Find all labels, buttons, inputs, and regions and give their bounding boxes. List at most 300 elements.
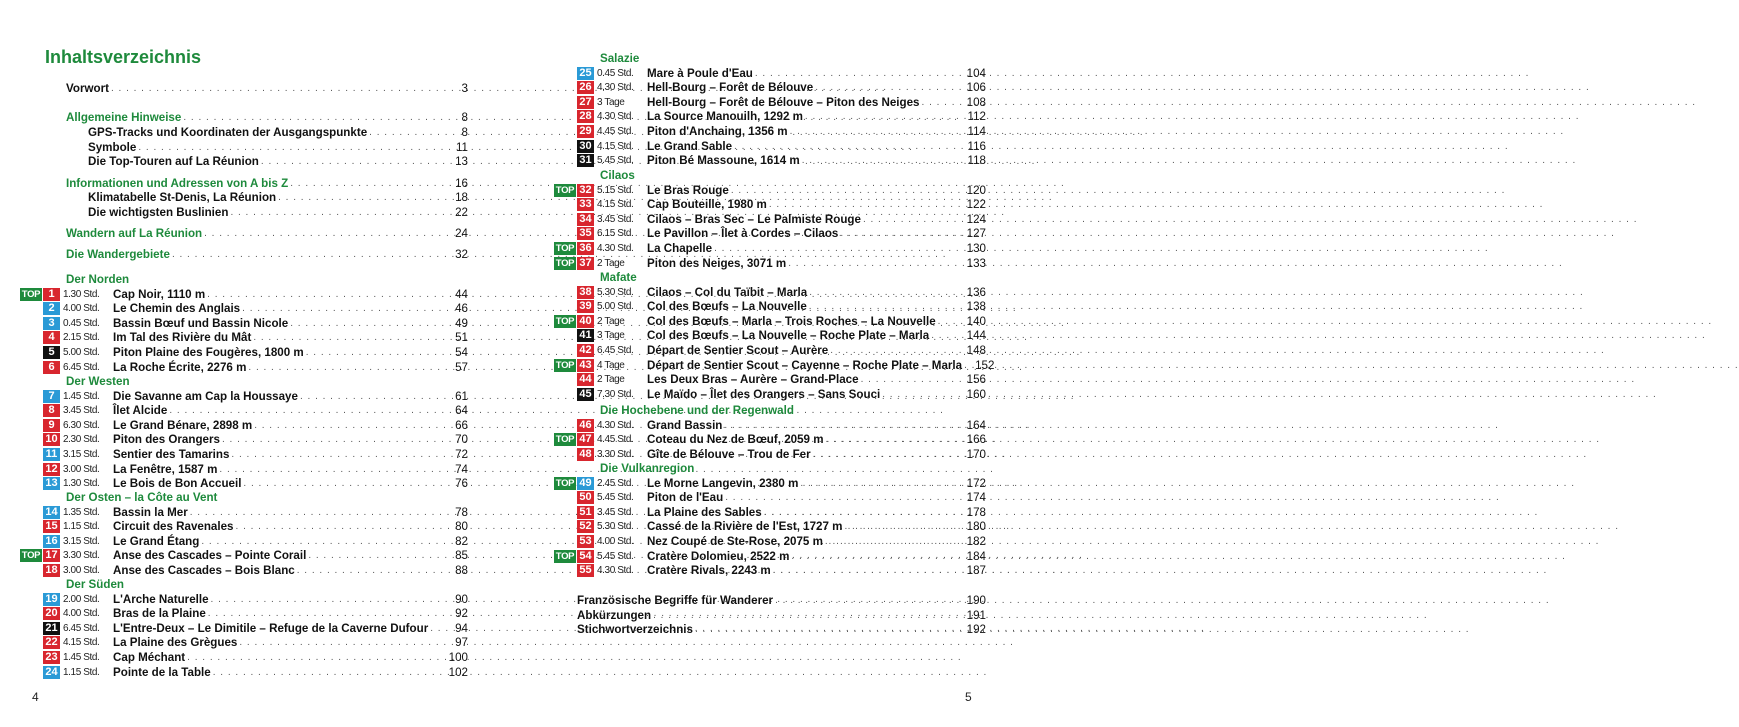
- tour-entry[interactable]: [554, 109, 986, 124]
- tour-number: 42: [577, 344, 594, 357]
- tour-duration: 5.45 Std.: [597, 155, 634, 167]
- leader-dots: [253, 330, 452, 345]
- tour-name: Anse des Cascades – Bois Blanc: [113, 564, 295, 577]
- toc-entry[interactable]: [66, 81, 468, 96]
- tour-page: 54: [455, 346, 468, 359]
- tour-name: La Source Manouilh, 1292 m: [647, 110, 803, 124]
- tour-entry[interactable]: [20, 621, 468, 636]
- tour-name: Bras de la Plaine: [113, 607, 206, 621]
- region-heading: Cilaos: [600, 169, 635, 182]
- tour-number: 31: [577, 154, 594, 167]
- tour-duration: 4.00 Std.: [597, 536, 634, 547]
- tour-entry[interactable]: [20, 287, 468, 302]
- leader-dots: [172, 247, 452, 262]
- tour-number: 13: [43, 477, 60, 490]
- tour-duration: 4.45 Std.: [597, 126, 634, 137]
- tour-name: Grand Bassin: [647, 418, 723, 432]
- top-tour-badge: TOP: [555, 359, 575, 371]
- tour-duration: 2 Tage: [597, 315, 625, 327]
- tour-name: L'Entre-Deux – Le Dimitile – Refuge de la Caverne Dufour: [113, 621, 429, 635]
- tour-entry[interactable]: [554, 328, 986, 343]
- tour-entry[interactable]: [554, 226, 986, 241]
- leader-dots: [695, 622, 964, 637]
- tour-duration: 2.45 Std.: [597, 477, 634, 489]
- tour-page: 184: [966, 549, 986, 563]
- tour-duration: 4.30 Std.: [597, 111, 634, 123]
- tour-duration: 1.30 Std.: [63, 288, 100, 300]
- tour-entry[interactable]: [554, 343, 986, 358]
- tour-number: 17: [43, 549, 60, 562]
- tour-entry[interactable]: [20, 519, 468, 534]
- leader-dots: [254, 418, 452, 433]
- tour-name: Hell-Bourg – Forêt de Bélouve: [647, 81, 814, 95]
- tour-name: Le Bois de Bon Accueil: [113, 477, 242, 491]
- tour-duration: 2 Tage: [597, 257, 625, 269]
- tour-entry[interactable]: [20, 389, 468, 404]
- tour-entry[interactable]: [20, 316, 468, 331]
- leader-dots: [369, 125, 458, 140]
- tour-name: L'Arche Naturelle: [113, 592, 209, 606]
- tour-name: Bassin Bœuf und Bassin Nicole: [113, 316, 289, 330]
- entry-title: Allgemeine Hinweise: [66, 111, 182, 124]
- tour-duration: 3.45 Std.: [63, 405, 100, 417]
- tour-entry[interactable]: [554, 418, 986, 433]
- tour-page: 160: [966, 387, 986, 401]
- tour-number: 50: [577, 491, 594, 504]
- toc-entry[interactable]: [66, 190, 468, 205]
- region-heading: Der Osten – la Côte au Vent: [66, 491, 218, 504]
- tour-page: 44: [455, 287, 468, 301]
- tour-name: Cap Bouteille, 1980 m: [647, 198, 767, 212]
- tour-name: Le Grand Sable: [647, 139, 733, 153]
- tour-name: Piton des Orangers: [113, 433, 220, 447]
- leader-dots: [861, 372, 964, 387]
- tour-entry[interactable]: [554, 387, 986, 402]
- tour-entry[interactable]: [554, 534, 986, 549]
- leader-dots: [731, 183, 964, 198]
- tour-duration: 4 Tage: [597, 359, 625, 371]
- tour-page: 114: [967, 125, 986, 138]
- tour-page: 90: [455, 592, 468, 606]
- entry-title: Klimatabelle St-Denis, La Réunion: [88, 191, 277, 204]
- tour-number: 52: [577, 520, 594, 533]
- leader-dots: [430, 621, 452, 636]
- page-number-left: 4: [32, 690, 39, 704]
- tour-duration: 6.45 Std.: [63, 361, 100, 373]
- tour-entry[interactable]: [20, 360, 468, 375]
- tour-entry[interactable]: [554, 256, 986, 271]
- tour-page: 172: [966, 476, 986, 490]
- toc-entry[interactable]: [66, 205, 468, 220]
- tour-duration: 1.15 Std.: [63, 521, 100, 533]
- tour-entry[interactable]: [20, 635, 468, 650]
- tour-name: Gîte de Bélouve – Trou de Fer: [647, 447, 811, 461]
- tour-entry[interactable]: [554, 432, 986, 447]
- entry-page: 32: [455, 248, 468, 261]
- tour-duration: 7.30 Std.: [597, 388, 634, 400]
- tour-duration: 3.15 Std.: [63, 449, 100, 460]
- leader-dots: [863, 212, 964, 227]
- tour-name: Coteau du Nez de Bœuf, 2059 m: [647, 433, 824, 447]
- tour-page: 46: [455, 302, 468, 316]
- tour-number: 7: [43, 390, 60, 403]
- tour-name: La Chapelle: [647, 242, 713, 255]
- top-tour-badge: TOP: [21, 288, 41, 300]
- tour-duration: 5.45 Std.: [597, 550, 634, 562]
- tour-name: Cassé de la Rivière de l'Est, 1727 m: [647, 520, 843, 534]
- tour-page: 97: [455, 636, 468, 650]
- top-tour-badge: TOP: [21, 550, 41, 562]
- region-heading: Mafate: [600, 271, 637, 284]
- tour-number: 45: [577, 388, 594, 401]
- toc-entry[interactable]: [577, 608, 986, 623]
- tour-entry[interactable]: [20, 650, 468, 665]
- tour-duration: 4.00 Std.: [63, 608, 100, 620]
- tour-entry[interactable]: [554, 153, 986, 168]
- tour-page: 166: [966, 433, 986, 447]
- tour-name: Piton Bé Massoune, 1614 m: [647, 154, 800, 168]
- tour-entry[interactable]: [554, 563, 986, 578]
- entry-page: 22: [455, 206, 468, 219]
- region-heading: Der Süden: [66, 578, 124, 591]
- toc-entry[interactable]: [66, 154, 468, 169]
- tour-name: La Fenêtre, 1587 m: [113, 462, 218, 476]
- tour-name: Le Chemin des Anglais: [113, 302, 241, 316]
- leader-dots: [183, 110, 458, 125]
- tour-page: 85: [455, 549, 468, 563]
- tour-number: 48: [577, 448, 594, 461]
- tour-number: 23: [43, 651, 60, 664]
- tour-page: 138: [966, 300, 986, 314]
- tour-entry[interactable]: [554, 476, 986, 491]
- tour-number: 53: [577, 535, 594, 548]
- tour-entry[interactable]: [554, 299, 986, 314]
- region-heading: Der Westen: [66, 375, 130, 388]
- tour-name: Cratère Dolomieu, 2522 m: [647, 549, 790, 563]
- tour-number: 11: [43, 448, 60, 461]
- tour-duration: 1.15 Std.: [63, 666, 100, 678]
- tour-duration: 0.45 Std.: [63, 317, 100, 329]
- tour-duration: 4.00 Std.: [63, 303, 100, 315]
- leader-dots: [809, 299, 964, 314]
- tour-number: 51: [577, 506, 594, 519]
- tour-name: Le Grand Bénare, 2898 m: [113, 418, 253, 432]
- tour-entry[interactable]: [554, 519, 986, 534]
- leader-dots: [231, 447, 452, 462]
- tour-number: 26: [577, 81, 594, 94]
- toc-entry[interactable]: [577, 622, 986, 637]
- tour-name: Le Maïdo – Îlet des Orangers – Sans Souci: [647, 387, 881, 401]
- tour-number: 32: [577, 184, 594, 197]
- tour-entry[interactable]: [20, 462, 468, 477]
- leader-dots: [800, 476, 963, 491]
- leader-dots: [830, 343, 963, 358]
- tour-duration: 4.30 Std.: [597, 565, 634, 577]
- entry-title: Die Wandergebiete: [66, 248, 170, 261]
- top-tour-badge: TOP: [555, 434, 575, 446]
- tour-entry[interactable]: [554, 66, 986, 81]
- leader-dots: [222, 432, 452, 447]
- tour-number: 34: [577, 213, 594, 226]
- entry-page: 192: [966, 623, 986, 636]
- tour-duration: 5.00 Std.: [63, 347, 100, 358]
- leader-dots: [190, 505, 452, 520]
- tour-entry[interactable]: [20, 548, 468, 563]
- tour-duration: 3.00 Std.: [63, 463, 100, 475]
- leader-dots: [714, 241, 964, 256]
- tour-page: 116: [967, 139, 986, 153]
- leader-dots: [725, 490, 963, 505]
- tour-number: 40: [577, 315, 594, 328]
- leader-dots: [111, 81, 459, 96]
- tour-page: 118: [967, 154, 986, 168]
- tour-duration: 4.30 Std.: [597, 82, 634, 94]
- tour-page: 94: [455, 621, 468, 635]
- entry-title: Symbole: [88, 141, 137, 154]
- tour-name: Cap Méchant: [113, 651, 186, 664]
- leader-dots: [764, 505, 964, 520]
- region-heading: Die Vulkanregion: [600, 462, 695, 475]
- entry-page: 18: [455, 191, 468, 204]
- tour-duration: 1.30 Std.: [63, 478, 100, 490]
- leader-dots: [964, 358, 972, 373]
- tour-name: Col des Bœufs – Marla – Trois Roches – La Nouvelle: [647, 314, 936, 328]
- tour-name: Pointe de la Table: [113, 665, 211, 679]
- leader-dots: [243, 476, 452, 491]
- tour-entry[interactable]: [20, 476, 468, 491]
- top-tour-badge: TOP: [555, 477, 575, 489]
- region-heading: Salazie: [600, 52, 640, 65]
- tour-entry[interactable]: [554, 490, 986, 505]
- entry-title: GPS-Tracks und Koordinaten der Ausgangspunkte: [88, 126, 368, 139]
- tour-page: 187: [966, 564, 986, 578]
- tour-page: 127: [966, 227, 986, 241]
- tour-entry[interactable]: [554, 139, 986, 154]
- tour-entry[interactable]: [20, 592, 468, 607]
- tour-duration: 1.45 Std.: [63, 390, 100, 402]
- entry-title: Abkürzungen: [577, 609, 652, 622]
- tour-name: Départ de Sentier Scout – Aurère: [647, 344, 829, 357]
- tour-name: Cilaos – Bras Sec – Le Palmiste Rouge: [647, 212, 861, 226]
- tour-number: 49: [577, 477, 594, 490]
- tour-page: 102: [448, 665, 468, 679]
- tour-page: 88: [455, 564, 468, 577]
- tour-entry[interactable]: [20, 345, 468, 360]
- leader-dots: [211, 592, 453, 607]
- tour-name: Le Morne Langevin, 2380 m: [647, 476, 799, 490]
- tour-page: 64: [455, 404, 468, 418]
- tour-number: 18: [43, 564, 60, 577]
- tour-duration: 4.15 Std.: [63, 637, 100, 649]
- tour-duration: 5.30 Std.: [597, 286, 634, 298]
- entry-page: 24: [455, 227, 468, 240]
- tour-entry[interactable]: [20, 418, 468, 433]
- leader-dots: [724, 418, 963, 433]
- tour-entry[interactable]: [20, 403, 468, 418]
- tour-duration: 2.30 Std.: [63, 434, 100, 446]
- tour-entry[interactable]: [554, 505, 986, 520]
- tour-name: Piton des Neiges, 3071 m: [647, 256, 787, 270]
- tour-name: Anse des Cascades – Pointe Corail: [113, 549, 307, 563]
- tour-number: 27: [577, 96, 594, 109]
- tour-entry[interactable]: [554, 549, 986, 564]
- tour-entry[interactable]: [554, 285, 986, 300]
- tour-name: La Roche Écrite, 2276 m: [113, 360, 247, 374]
- tour-page: 51: [455, 331, 468, 345]
- tour-number: 25: [577, 67, 594, 80]
- tour-duration: 5.00 Std.: [597, 301, 634, 313]
- tour-entry[interactable]: [20, 301, 468, 316]
- tour-entry[interactable]: [554, 358, 995, 373]
- tour-duration: 3.15 Std.: [63, 535, 100, 547]
- tour-page: 106: [966, 81, 986, 95]
- tour-number: 37: [577, 257, 594, 270]
- tour-entry[interactable]: [20, 330, 468, 345]
- tour-page: 49: [455, 316, 468, 330]
- entry-title: Die Top-Touren auf La Réunion: [88, 155, 259, 168]
- leader-dots: [169, 403, 452, 418]
- entry-page: 11: [455, 141, 468, 154]
- tour-page: 61: [455, 389, 468, 403]
- leader-dots: [187, 650, 446, 665]
- entry-title: Stichwortverzeichnis: [577, 623, 693, 636]
- tour-entry[interactable]: [554, 447, 986, 462]
- tour-entry[interactable]: [554, 197, 986, 212]
- tour-page: 182: [966, 535, 986, 548]
- tour-entry[interactable]: [20, 505, 468, 520]
- entry-page: 16: [455, 177, 468, 190]
- tour-number: 10: [43, 433, 60, 446]
- tour-name: Col des Bœufs – La Nouvelle – Roche Plate – Marla: [647, 329, 930, 343]
- leader-dots: [290, 176, 452, 191]
- tour-name: Les Deux Bras – Aurère – Grand-Place: [647, 373, 859, 387]
- tour-name: Im Tal des Rivière du Mât: [113, 331, 252, 345]
- leader-dots: [239, 635, 452, 650]
- tour-page: 170: [966, 447, 986, 461]
- tour-entry[interactable]: [554, 372, 986, 387]
- leader-dots: [261, 154, 452, 169]
- tour-page: 104: [966, 66, 986, 80]
- tour-entry[interactable]: [554, 212, 986, 227]
- leader-dots: [882, 387, 963, 402]
- top-tour-badge: TOP: [555, 184, 575, 196]
- leader-dots: [769, 197, 964, 212]
- tour-number: 8: [43, 404, 60, 417]
- tour-number: 22: [43, 636, 60, 649]
- tour-number: 36: [577, 242, 594, 255]
- toc-entry[interactable]: [577, 593, 986, 608]
- entry-title: Informationen und Adressen von A bis Z: [66, 177, 289, 190]
- tour-entry[interactable]: [554, 80, 986, 95]
- toc-entry[interactable]: [66, 176, 468, 191]
- tour-duration: 4.15 Std.: [597, 140, 634, 152]
- tour-number: 43: [577, 359, 594, 372]
- top-tour-badge: TOP: [555, 550, 575, 562]
- tour-page: 140: [966, 314, 986, 328]
- tour-name: Bassin la Mer: [113, 505, 188, 519]
- leader-dots: [809, 285, 963, 300]
- tour-name: La Plaine des Grègues: [113, 636, 238, 650]
- leader-dots: [815, 80, 963, 95]
- tour-number: 4: [43, 331, 60, 344]
- tour-entry[interactable]: [554, 241, 986, 256]
- tour-name: Cap Noir, 1110 m: [113, 287, 206, 301]
- toc-entry[interactable]: [66, 110, 468, 125]
- tour-page: 144: [966, 329, 986, 343]
- tour-name: Sentier des Tamarins: [113, 448, 230, 461]
- leader-dots: [207, 287, 452, 302]
- tour-duration: 6.45 Std.: [63, 622, 100, 634]
- toc-entry[interactable]: [66, 226, 468, 241]
- tour-name: Nez Coupé de Ste-Rose, 2075 m: [647, 535, 823, 548]
- tour-page: 130: [966, 242, 986, 255]
- tour-name: Le Pavillon – Îlet à Cordes – Cilaos: [647, 227, 839, 241]
- tour-page: 57: [455, 360, 468, 374]
- tour-entry[interactable]: [554, 124, 986, 139]
- leader-dots: [242, 301, 452, 316]
- tour-name: Hell-Bourg – Forêt de Bélouve – Piton des Neiges: [647, 95, 920, 109]
- tour-number: 29: [577, 125, 594, 138]
- tour-number: 14: [43, 506, 60, 519]
- tour-entry[interactable]: [20, 432, 468, 447]
- tour-entry[interactable]: [554, 314, 986, 329]
- leader-dots: [278, 190, 452, 205]
- tour-entry[interactable]: [20, 534, 468, 549]
- tour-page: 178: [966, 505, 986, 519]
- toc-entry[interactable]: [66, 140, 468, 155]
- tour-name: Piton d'Anchaing, 1356 m: [647, 125, 788, 138]
- tour-entry[interactable]: [20, 606, 468, 621]
- tour-entry[interactable]: [20, 563, 468, 578]
- tour-duration: 4.30 Std.: [597, 419, 634, 431]
- tour-page: 156: [966, 373, 986, 387]
- leader-dots: [306, 345, 452, 360]
- tour-duration: 2.00 Std.: [63, 593, 100, 605]
- tour-name: Piton de l'Eau: [647, 491, 724, 505]
- leader-dots: [248, 360, 452, 375]
- tour-entry[interactable]: [20, 665, 468, 680]
- tour-entry[interactable]: [554, 183, 986, 198]
- tour-duration: 1.45 Std.: [63, 652, 100, 663]
- tour-name: Le Grand Étang: [113, 534, 200, 548]
- tour-number: 39: [577, 300, 594, 313]
- leader-dots: [813, 447, 964, 462]
- leader-dots: [790, 124, 965, 139]
- leader-dots: [201, 534, 452, 549]
- tour-duration: 2.15 Std.: [63, 332, 100, 344]
- tour-name: Le Bras Rouge: [647, 183, 729, 197]
- left-page: [0, 0, 510, 727]
- toc-entry[interactable]: [66, 247, 468, 262]
- leader-dots: [802, 153, 965, 168]
- tour-duration: 3.45 Std.: [597, 506, 634, 518]
- tour-name: Cilaos – Col du Taïbit – Marla: [647, 285, 808, 299]
- tour-page: 133: [966, 256, 986, 270]
- tour-number: 12: [43, 463, 60, 476]
- tour-entry[interactable]: [20, 447, 468, 462]
- tour-number: 20: [43, 607, 60, 620]
- leader-dots: [208, 606, 452, 621]
- tour-page: 122: [966, 198, 986, 212]
- tour-name: La Plaine des Sables: [647, 505, 762, 519]
- tour-page: 92: [455, 607, 468, 621]
- top-tour-badge: TOP: [555, 315, 575, 327]
- tour-number: 46: [577, 419, 594, 432]
- tour-number: 9: [43, 419, 60, 432]
- tour-entry[interactable]: [554, 95, 986, 110]
- leader-dots: [805, 109, 965, 124]
- toc-entry[interactable]: [66, 125, 468, 140]
